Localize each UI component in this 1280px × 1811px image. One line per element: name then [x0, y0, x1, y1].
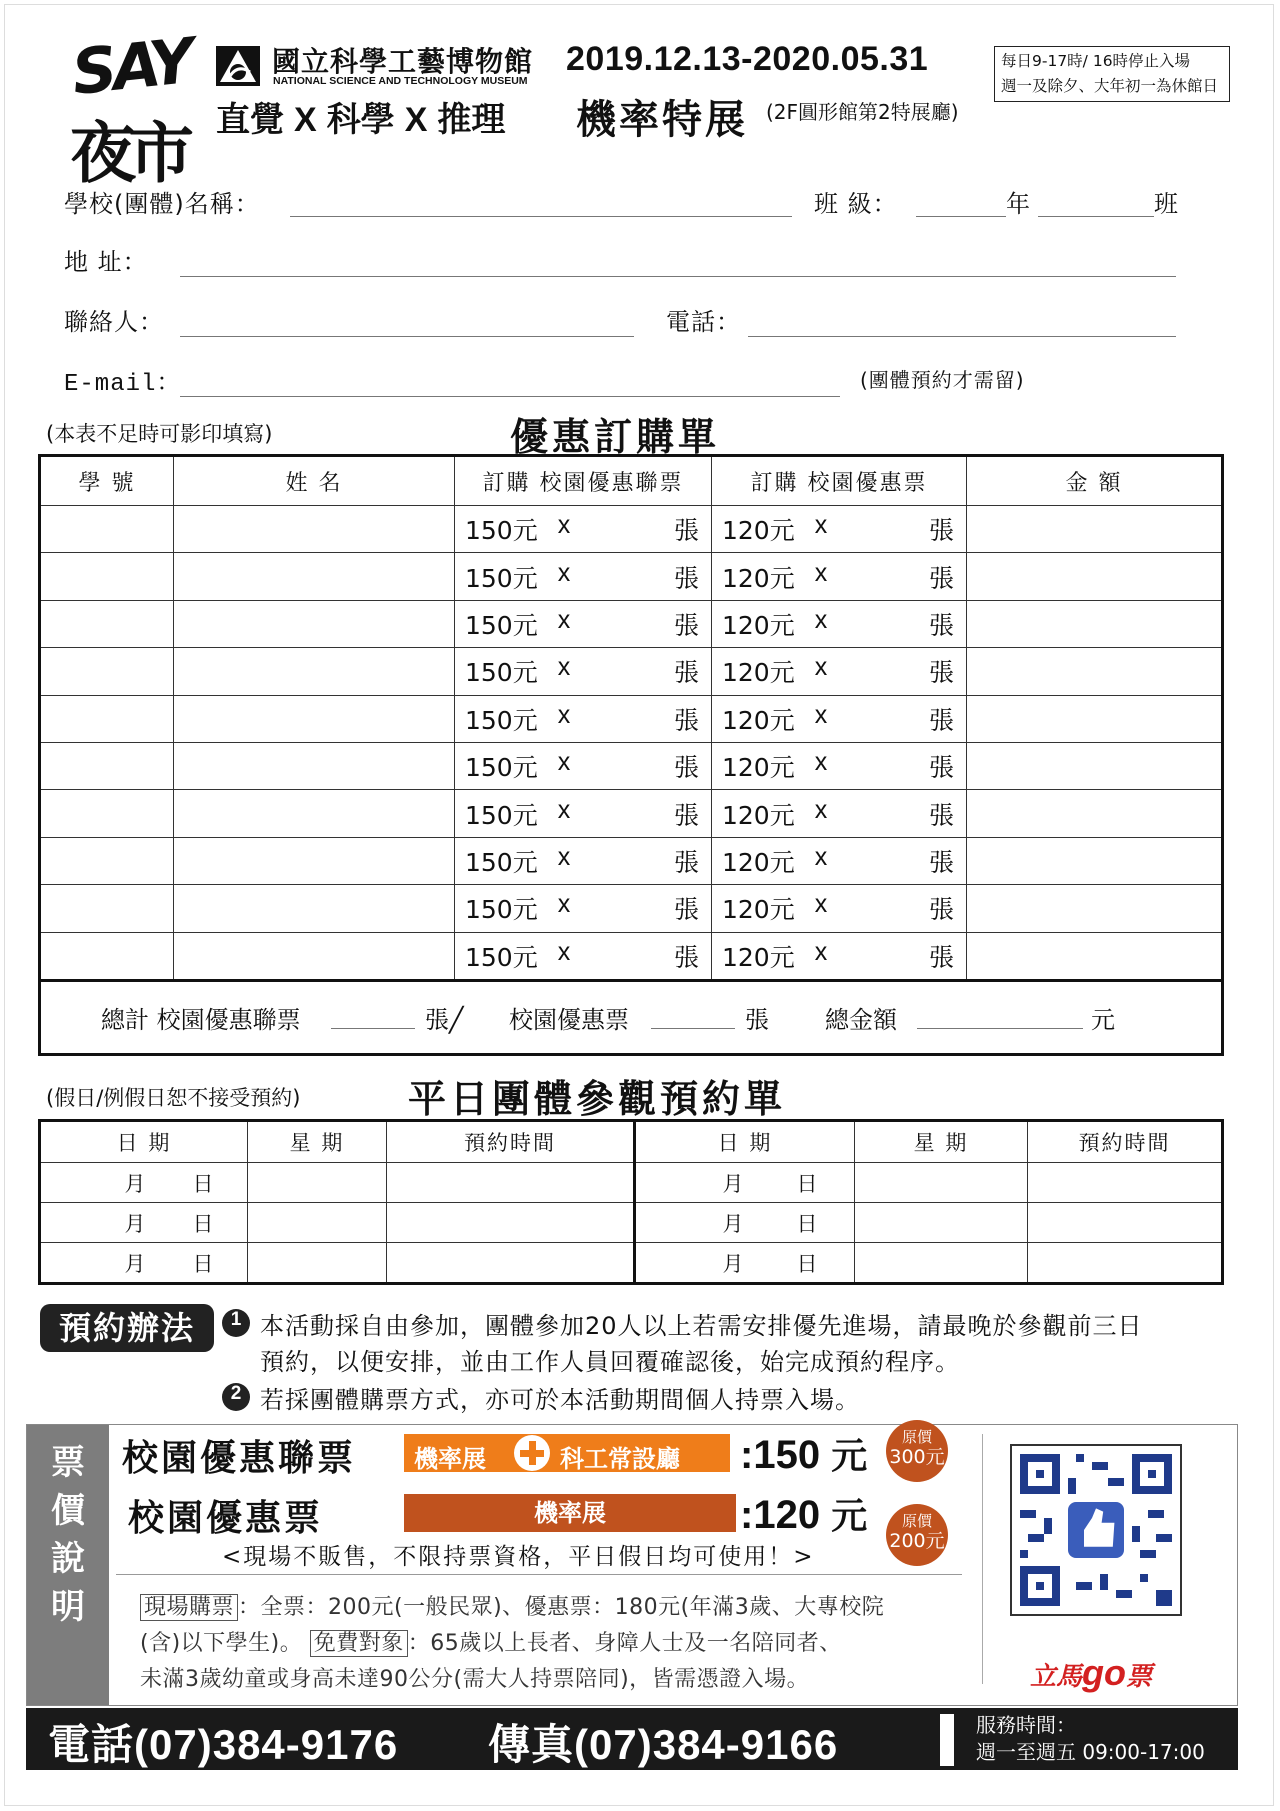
logo-top-text: SAY — [68, 24, 194, 109]
phone-label: 電話： — [666, 308, 741, 336]
month-text: 月 — [124, 1251, 146, 1276]
single-qty-cell[interactable] — [712, 932, 967, 980]
order-header-row — [40, 456, 1223, 506]
service-hours — [976, 1712, 1205, 1766]
brand-lima-go — [1030, 1652, 1152, 1694]
unit-text: 張 — [673, 705, 699, 735]
museum-logo-icon — [216, 46, 260, 86]
pricing-vertical-divider — [982, 1434, 983, 1684]
times-text: x — [814, 748, 828, 777]
unit-text: 張 — [928, 610, 954, 640]
times-text: x — [814, 511, 828, 540]
single-qty-cell[interactable] — [712, 885, 967, 932]
amount-cell[interactable] — [967, 742, 1223, 789]
times-text: x — [814, 558, 828, 587]
phone-number[interactable]: (07)384-9176 — [134, 1721, 399, 1768]
single-qty-cell[interactable] — [712, 648, 967, 695]
weekday-cell[interactable] — [855, 1243, 1028, 1284]
opening-hours-box — [994, 46, 1230, 102]
method-line-1b: 預約，以便安排，並由工作人員回覆確認後，始完成預約程序。 — [260, 1348, 960, 1376]
order-title: 優惠訂購單 — [510, 415, 721, 459]
single-price-text: 120元 — [722, 800, 795, 830]
hours-line-1: 每日9-17時/ 16時停止入場 — [1001, 52, 1191, 70]
side-char-1: 票 — [51, 1443, 85, 1483]
times-text: x — [814, 700, 828, 729]
times-text: x — [814, 605, 828, 634]
tag-science: 科學 — [326, 100, 395, 140]
day-text: 日 — [192, 1171, 214, 1196]
service-hours-value: 週一至週五 09:00-17:00 — [976, 1740, 1205, 1764]
total-currency: 元 — [1091, 1006, 1115, 1034]
fax-label-text: 傳真 — [488, 1720, 575, 1769]
combo-price-text: 150元 — [465, 895, 538, 925]
single-qty-cell[interactable] — [712, 553, 967, 600]
col-name: 姓 名 — [174, 456, 455, 506]
combo-qty-cell[interactable] — [455, 790, 712, 837]
order-row — [40, 695, 1223, 742]
combo-qty-cell[interactable] — [455, 932, 712, 980]
col-student-id: 學 號 — [40, 456, 174, 506]
booking-title: 平日團體參觀預約單 — [408, 1077, 787, 1121]
footer-phone — [48, 1712, 398, 1772]
email-input[interactable] — [180, 396, 840, 397]
free-label: 免費對象 — [310, 1630, 408, 1657]
footer-fax — [488, 1712, 838, 1772]
combo-price-text: 150元 — [465, 658, 538, 688]
time-cell[interactable] — [1028, 1163, 1223, 1203]
month-text: 月 — [722, 1171, 744, 1196]
single-qty-cell[interactable] — [712, 742, 967, 789]
single-qty-cell[interactable] — [712, 600, 967, 647]
times-text: x — [557, 700, 571, 729]
single-original-price-badge — [886, 1504, 948, 1566]
combo-qty-cell[interactable] — [455, 837, 712, 884]
amount-cell[interactable] — [967, 932, 1223, 980]
student-id-cell[interactable] — [40, 648, 174, 695]
times-text: x — [814, 653, 828, 682]
unit-text: 張 — [928, 516, 954, 546]
side-char-3: 說 — [51, 1539, 85, 1579]
single-price-text: 120元 — [722, 847, 795, 877]
single-price — [740, 1488, 867, 1539]
fax-number: (07)384-9166 — [574, 1721, 839, 1768]
single-qty-cell[interactable] — [712, 790, 967, 837]
single-orig-label: 原價 — [901, 1512, 932, 1530]
combo-price-text: 150元 — [465, 705, 538, 735]
brand-go: go — [1082, 1652, 1126, 1693]
amount-cell[interactable] — [967, 695, 1223, 742]
combo-ticket-name: 校園優惠聯票 — [122, 1438, 357, 1479]
unit-text: 張 — [928, 895, 954, 925]
name-cell[interactable] — [174, 553, 455, 600]
time-cell[interactable] — [387, 1203, 635, 1243]
unit-text: 張 — [673, 942, 699, 972]
col-date-2: 日 期 — [635, 1121, 855, 1163]
method-badge: 預約辦法 — [40, 1304, 214, 1352]
single-price-value: :120 — [740, 1493, 821, 1537]
say-night-market-logo — [66, 24, 204, 192]
times-text: x — [557, 748, 571, 777]
name-cell[interactable] — [174, 506, 455, 553]
combo-price-text: 150元 — [465, 753, 538, 783]
booking-table — [38, 1119, 1224, 1285]
order-row — [40, 742, 1223, 789]
times-text: x — [557, 795, 571, 824]
amount-cell[interactable] — [967, 506, 1223, 553]
combo-original-price-badge — [886, 1420, 948, 1482]
weekday-cell[interactable] — [855, 1203, 1028, 1243]
col-combo-ticket: 訂購 校園優惠聯票 — [455, 456, 712, 506]
single-price-text: 120元 — [722, 753, 795, 783]
phone-input[interactable] — [748, 336, 1176, 337]
times-text: x — [814, 842, 828, 871]
day-text: 日 — [796, 1171, 818, 1196]
amount-cell[interactable] — [967, 837, 1223, 884]
side-char-2: 價 — [51, 1491, 85, 1531]
single-price-text: 120元 — [722, 705, 795, 735]
hours-line-2: 週一及除夕、大年初一為休館日 — [1001, 77, 1219, 95]
amount-cell[interactable] — [967, 885, 1223, 932]
email-note: (團體預約才需留) — [860, 368, 1025, 392]
col-weekday-2: 星 期 — [855, 1121, 1028, 1163]
single-qty-cell[interactable] — [712, 506, 967, 553]
times-text: x — [557, 558, 571, 587]
col-amount: 金 額 — [967, 456, 1223, 506]
brand-b: 票 — [1126, 1662, 1153, 1692]
footer-divider — [940, 1714, 954, 1766]
unit-text: 張 — [673, 563, 699, 593]
name-cell[interactable] — [174, 742, 455, 789]
order-row — [40, 553, 1223, 600]
single-price-text: 120元 — [722, 516, 795, 546]
unit-text: 張 — [928, 753, 954, 783]
unit-text: 張 — [673, 658, 699, 688]
combo-price-unit: 元 — [831, 1436, 868, 1477]
combo-tag-b: 科工常設廳 — [560, 1445, 680, 1473]
single-price-text: 120元 — [722, 563, 795, 593]
contact-label: 聯絡人： — [64, 308, 164, 336]
pricing-side-label — [27, 1425, 109, 1705]
single-qty-cell[interactable] — [712, 695, 967, 742]
date-cell[interactable] — [635, 1203, 855, 1243]
time-cell[interactable] — [387, 1243, 635, 1284]
col-single-ticket: 訂購 校園優惠票 — [712, 456, 967, 506]
onsite-text-2: (含)以下學生)。 — [140, 1631, 303, 1656]
email-label: E-mail： — [64, 371, 182, 398]
tag-x-1: X — [294, 101, 317, 139]
name-cell[interactable] — [174, 837, 455, 884]
unit-text: 張 — [928, 800, 954, 830]
contact-input[interactable] — [180, 336, 634, 337]
single-qty-cell[interactable] — [712, 837, 967, 884]
unit-text: 張 — [673, 753, 699, 783]
times-text: x — [557, 605, 571, 634]
booking-row — [40, 1203, 1223, 1243]
combo-qty-cell[interactable] — [455, 600, 712, 647]
col-time-1: 預約時間 — [387, 1121, 635, 1163]
combo-price-text: 150元 — [465, 516, 538, 546]
col-date-1: 日 期 — [40, 1121, 248, 1163]
unit-text: 張 — [673, 847, 699, 877]
unit-text: 張 — [928, 847, 954, 877]
free-text: ：65歲以上長者、身障人士及一名陪同者、 — [407, 1631, 842, 1656]
total-sep: 張╱ — [425, 1006, 464, 1034]
school-label: 學校(團體)名稱： — [64, 190, 260, 218]
combo-price-text: 150元 — [465, 942, 538, 972]
not-sold-onsite-note: <現場不販售，不限持票資格，平日假日均可使用！> — [222, 1544, 815, 1570]
onsite-label: 現場購票 — [140, 1594, 238, 1621]
combo-orig-value: 300元 — [889, 1446, 945, 1468]
student-id-cell[interactable] — [40, 506, 174, 553]
total-single-input[interactable] — [651, 1028, 735, 1029]
booking-row — [40, 1243, 1223, 1284]
tag-x-2: X — [404, 101, 428, 139]
single-ticket-name: 校園優惠票 — [128, 1498, 324, 1539]
weekday-cell[interactable] — [248, 1243, 387, 1284]
tag-intuition: 直覺 — [216, 100, 284, 140]
method-line-1a: 本活動採自由參加，團體參加20人以上若需安排優先進場，請最晚於參觀前三日 — [260, 1312, 1143, 1340]
school-input[interactable] — [290, 216, 792, 217]
times-text: x — [557, 511, 571, 540]
onsite-text: ：全票：200元(一般民眾)、優惠票：180元(年滿3歲、大專校院 — [238, 1595, 885, 1620]
times-text: x — [814, 795, 828, 824]
combo-price-text: 150元 — [465, 800, 538, 830]
month-text: 月 — [722, 1211, 744, 1236]
day-text: 日 — [192, 1211, 214, 1236]
combo-qty-cell[interactable] — [455, 885, 712, 932]
address-label: 地 址： — [64, 248, 148, 276]
combo-qty-cell[interactable] — [455, 695, 712, 742]
total-single-unit: 張 — [745, 1006, 769, 1034]
service-label: 服務時間： — [976, 1713, 1076, 1737]
class-input[interactable] — [1038, 216, 1154, 217]
student-id-cell[interactable] — [40, 885, 174, 932]
total-single-label: 校園優惠票 — [509, 1006, 629, 1034]
name-cell[interactable] — [174, 695, 455, 742]
onsite-price-line — [140, 1590, 884, 1621]
exhibition-name: 機率特展 — [576, 96, 748, 143]
date-cell[interactable] — [635, 1163, 855, 1203]
student-id-cell[interactable] — [40, 837, 174, 884]
date-cell[interactable] — [40, 1203, 248, 1243]
student-id-cell[interactable] — [40, 695, 174, 742]
unit-text: 張 — [928, 705, 954, 735]
amount-cell[interactable] — [967, 648, 1223, 695]
combo-tag-a: 機率展 — [414, 1445, 486, 1473]
combo-qty-cell[interactable] — [455, 553, 712, 600]
name-cell[interactable] — [174, 932, 455, 980]
combo-ticket-tag — [404, 1434, 730, 1472]
year-input[interactable] — [916, 216, 1006, 217]
name-cell[interactable] — [174, 600, 455, 647]
brand-a: 立馬 — [1030, 1662, 1083, 1692]
name-cell[interactable] — [174, 885, 455, 932]
total-combo-label: 總計 校園優惠聯票 — [101, 1006, 301, 1034]
phone-label-text: 電話 — [48, 1720, 135, 1769]
student-id-cell[interactable] — [40, 553, 174, 600]
pricing-divider — [116, 1574, 962, 1575]
amount-cell[interactable] — [967, 553, 1223, 600]
combo-qty-cell[interactable] — [455, 742, 712, 789]
single-price-text: 120元 — [722, 610, 795, 640]
combo-price-text: 150元 — [465, 563, 538, 593]
total-combo-input[interactable] — [331, 1028, 415, 1029]
single-price-text: 120元 — [722, 942, 795, 972]
unit-text: 張 — [673, 895, 699, 925]
logo-bottom-text: 夜市 — [70, 114, 186, 192]
order-row — [40, 885, 1223, 932]
single-price-unit: 元 — [831, 1496, 868, 1537]
plus-icon — [514, 1435, 550, 1471]
time-cell[interactable] — [1028, 1203, 1223, 1243]
day-text: 日 — [192, 1251, 214, 1276]
step-2-icon: 2 — [222, 1383, 250, 1411]
name-cell[interactable] — [174, 648, 455, 695]
total-amount-label: 總金額 — [825, 1006, 897, 1034]
student-id-cell[interactable] — [40, 742, 174, 789]
times-text: x — [814, 890, 828, 919]
free-line — [140, 1626, 842, 1657]
single-price-text: 120元 — [722, 658, 795, 688]
total-amount-input[interactable] — [917, 1028, 1083, 1029]
booking-header-row — [40, 1121, 1223, 1163]
unit-text: 張 — [928, 942, 954, 972]
order-totals — [38, 982, 1224, 1056]
class-label: 班 級： — [814, 190, 898, 218]
time-cell[interactable] — [387, 1163, 635, 1203]
combo-price-text: 150元 — [465, 847, 538, 877]
student-id-cell[interactable] — [40, 600, 174, 647]
combo-price-text: 150元 — [465, 610, 538, 640]
order-note: (本表不足時可影印填寫) — [46, 422, 273, 446]
year-unit: 年 — [1006, 190, 1031, 218]
weekday-cell[interactable] — [248, 1163, 387, 1203]
weekday-cell[interactable] — [248, 1203, 387, 1243]
combo-price-value: :150 — [740, 1433, 821, 1477]
student-id-cell[interactable] — [40, 932, 174, 980]
times-text: x — [557, 653, 571, 682]
month-text: 月 — [124, 1171, 146, 1196]
order-table — [38, 454, 1224, 982]
single-price-text: 120元 — [722, 895, 795, 925]
side-char-4: 明 — [51, 1587, 85, 1627]
order-row — [40, 600, 1223, 647]
tag-reasoning: 推理 — [437, 100, 506, 140]
order-row — [40, 506, 1223, 553]
class-unit: 班 — [1154, 190, 1179, 218]
unit-text: 張 — [673, 610, 699, 640]
order-row — [40, 932, 1223, 980]
date-cell[interactable] — [40, 1163, 248, 1203]
unit-text: 張 — [673, 516, 699, 546]
col-time-2: 預約時間 — [1028, 1121, 1223, 1163]
order-row — [40, 837, 1223, 884]
method-line-2: 若採團體購票方式，亦可於本活動期間個人持票入場。 — [260, 1386, 860, 1414]
exhibition-tagline — [216, 92, 505, 141]
date-cell[interactable] — [635, 1243, 855, 1284]
order-row — [40, 790, 1223, 837]
museum-name-zh: 國立科學工藝博物館 — [272, 45, 534, 78]
times-text: x — [557, 842, 571, 871]
name-cell[interactable] — [174, 790, 455, 837]
single-ticket-tag: 機率展 — [404, 1494, 736, 1532]
qr-code-icon[interactable] — [1010, 1444, 1182, 1616]
unit-text: 張 — [928, 658, 954, 688]
unit-text: 張 — [673, 800, 699, 830]
amount-cell[interactable] — [967, 790, 1223, 837]
footer-bar — [26, 1708, 1238, 1770]
address-input[interactable] — [180, 276, 1176, 277]
single-orig-value: 200元 — [889, 1530, 945, 1552]
step-1-icon: 1 — [222, 1309, 250, 1337]
times-text: x — [557, 937, 571, 966]
combo-qty-cell[interactable] — [455, 506, 712, 553]
month-text: 月 — [722, 1251, 744, 1276]
time-cell[interactable] — [1028, 1243, 1223, 1284]
times-text: x — [557, 890, 571, 919]
col-weekday-1: 星 期 — [248, 1121, 387, 1163]
combo-qty-cell[interactable] — [455, 648, 712, 695]
student-id-cell[interactable] — [40, 790, 174, 837]
weekday-cell[interactable] — [855, 1163, 1028, 1203]
combo-orig-label: 原價 — [901, 1428, 932, 1446]
museum-name-en: NATIONAL SCIENCE AND TECHNOLOGY MUSEUM — [273, 75, 528, 87]
exhibition-date-range: 2019.12.13-2020.05.31 — [566, 40, 929, 78]
unit-text: 張 — [928, 563, 954, 593]
times-text: x — [814, 937, 828, 966]
month-text: 月 — [124, 1211, 146, 1236]
combo-price — [740, 1428, 867, 1479]
booking-note: (假日/例假日恕不接受預約) — [46, 1086, 301, 1110]
free-line-2: 未滿3歲幼童或身高未達90公分(需大人持票陪同)，皆需憑證入場。 — [140, 1667, 810, 1692]
exhibition-venue: (2F圓形館第2特展廳) — [766, 100, 959, 124]
day-text: 日 — [796, 1211, 818, 1236]
order-row — [40, 648, 1223, 695]
amount-cell[interactable] — [967, 600, 1223, 647]
day-text: 日 — [796, 1251, 818, 1276]
date-cell[interactable] — [40, 1243, 248, 1284]
booking-row — [40, 1163, 1223, 1203]
